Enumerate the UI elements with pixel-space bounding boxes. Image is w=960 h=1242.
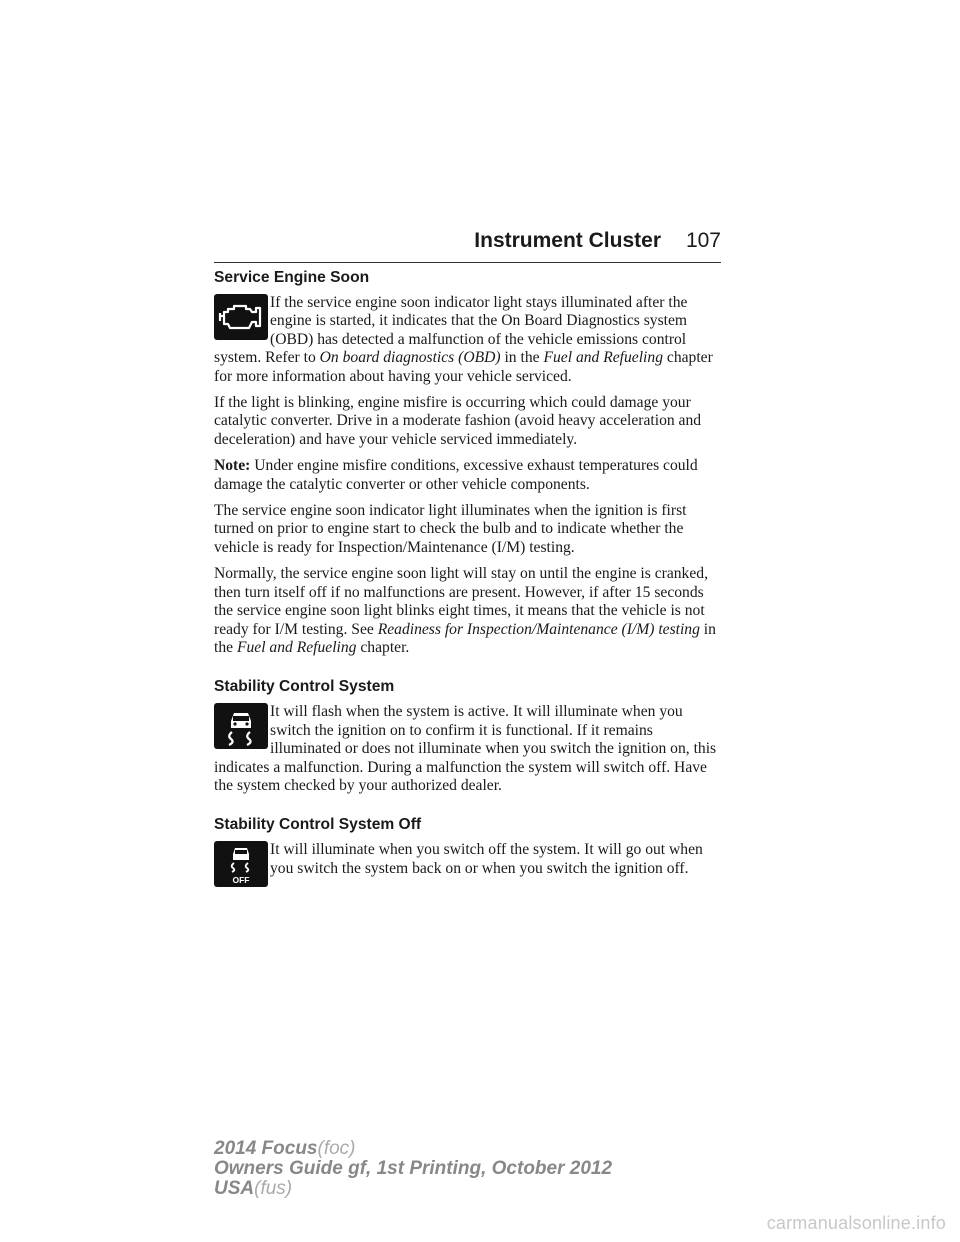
section-service-engine-soon [214, 268, 724, 665]
paragraph: It will illuminate when you switch off the system. It will go out when you switch the system back on or when you switch the ignition off. [270, 841, 703, 877]
stability-control-icon [214, 703, 270, 751]
stability-control-off-icon [214, 841, 270, 889]
section-heading: Stability Control System [214, 678, 395, 696]
icon-off-label: OFF [232, 875, 250, 886]
paragraph: Normally, the service engine soon light will stay on until the engine is cranked, then turn itself off if no malfunctions are present. However, if after 15 seconds the service engine soon light blinks eight times, it means that the vehicle is not ready for I/M testing. See Readiness for Inspection/Maintenance (I/M) testing in the Fuel and Refueling chapter. [214, 565, 716, 656]
section-stability-control [214, 677, 724, 803]
page-footer [214, 1139, 612, 1199]
footer-model: 2014 Focus(foc) [214, 1138, 356, 1159]
page-header [214, 226, 721, 263]
note-paragraph: Note: Under engine misfire conditions, excessive exhaust temperatures could damage the catalytic converter or other vehicle components. [214, 457, 698, 493]
paragraph: If the service engine soon indicator light stays illuminated after the engine is started, it indicates that the On Board Diagnostics system (OBD) has detected a malfunction of the vehicle emissions control system. Refer to On board diagnostics (OBD) in the Fuel and Refueling chapter for more information about having your vehicle serviced. [214, 294, 713, 385]
section-heading: Service Engine Soon [214, 269, 370, 286]
footer-market: USA(fus) [214, 1178, 293, 1199]
paragraph: If the light is blinking, engine misfire is occurring which could damage your catalytic converter. Drive in a moderate fashion (avoid heavy acceleration and deceleration) and have your vehicle serviced immediately. [214, 394, 702, 448]
paragraph: The service engine soon indicator light illuminates when the ignition is first turned on prior to engine start to check the bulb and to indicate whether the vehicle is ready for Inspection/Maintenance (I/M) testing. [214, 502, 687, 556]
chapter-title: Instrument Cluster [474, 229, 661, 252]
page-number: 107 [685, 229, 721, 252]
footer-guide: Owners Guide gf, 1st Printing, October 2012 [214, 1158, 613, 1179]
page-content [214, 268, 724, 901]
section-heading: Stability Control System Off [214, 816, 422, 834]
paragraph: It will flash when the system is active. It will illuminate when you switch the ignition on to confirm it is functional. If it remains illuminated or does not illuminate when you switch the ignition on, this indicates a malfunction. During a malfunction the system will switch off. Have the system checked by your authorized dealer. [214, 703, 717, 794]
watermark: carmanualsonline.info [766, 1213, 946, 1233]
section-stability-control-off [214, 815, 724, 889]
check-engine-icon [214, 294, 270, 342]
